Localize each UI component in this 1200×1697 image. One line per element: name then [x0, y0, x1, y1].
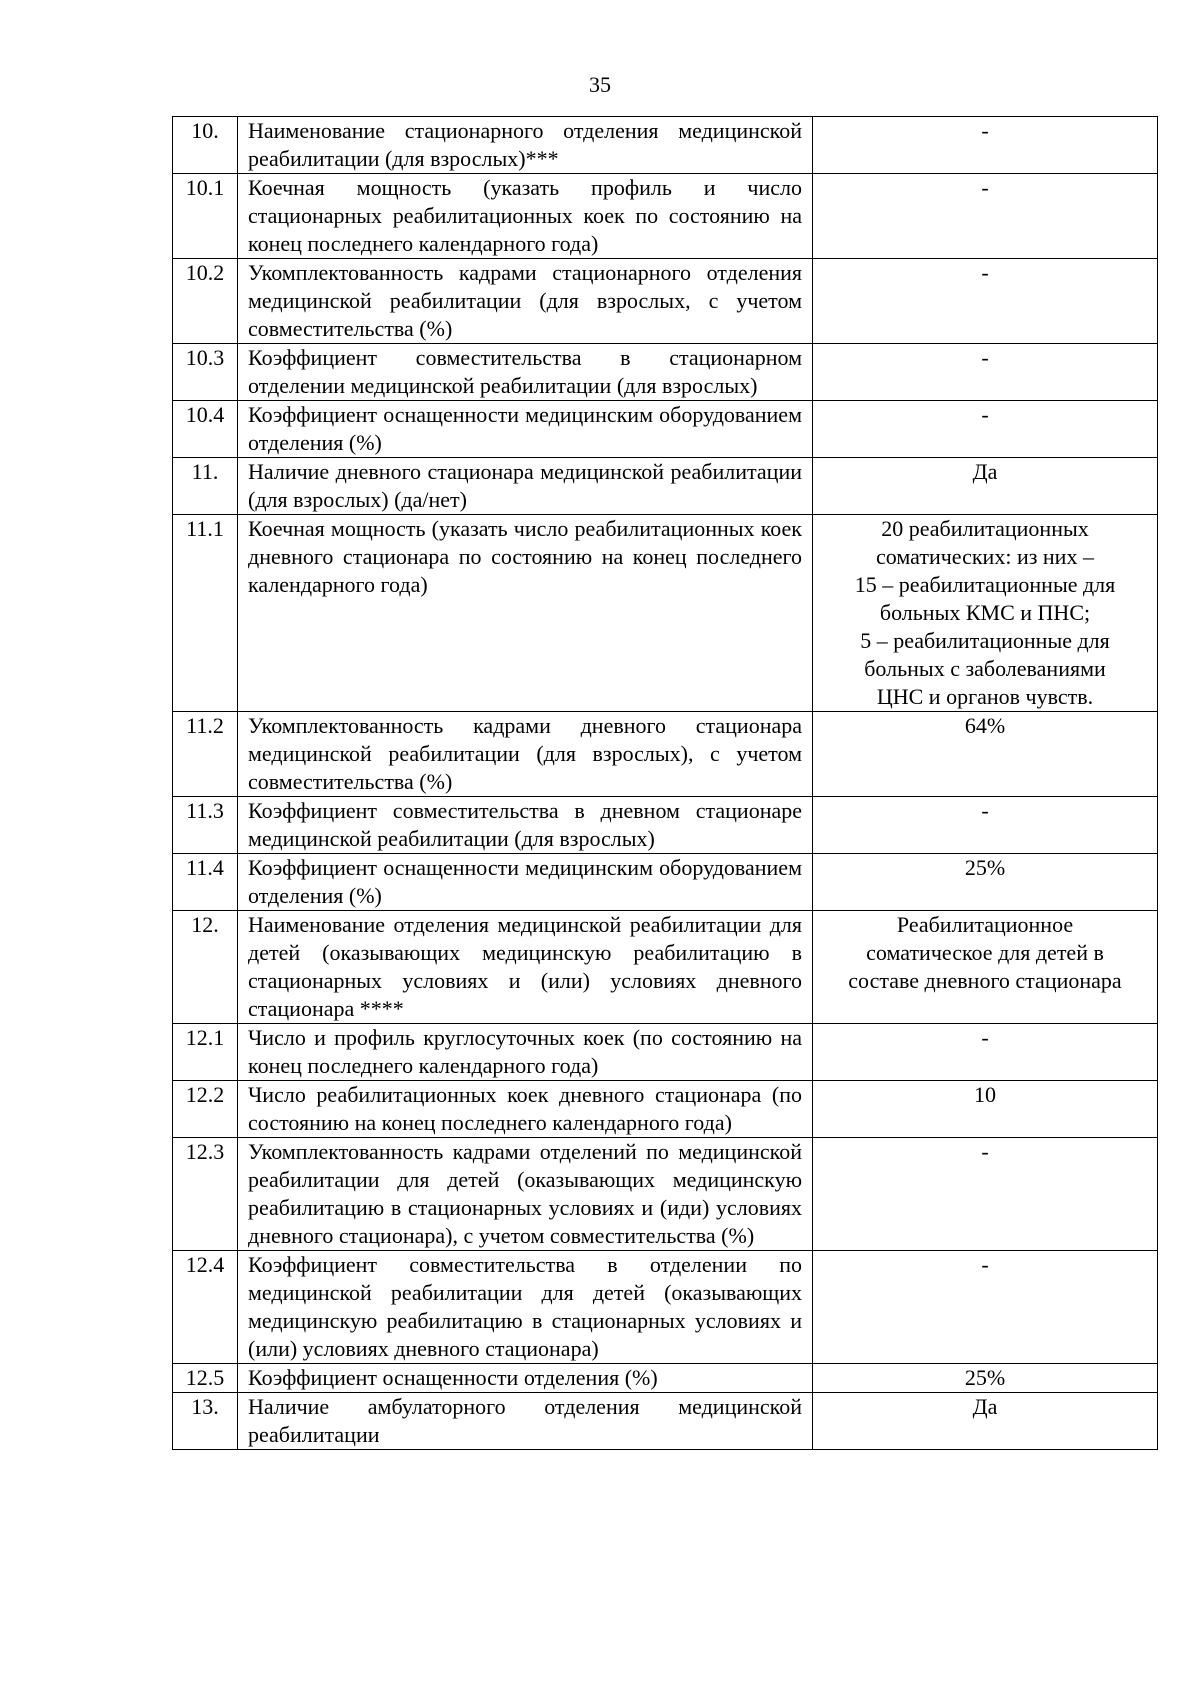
row-number: 12.5: [173, 1364, 238, 1393]
row-value-line: больных КМС и ПНС;: [879, 600, 1091, 625]
row-description: Коэффициент совместительства в стационарном отделении медицинской реабилитации (для взрослых): [238, 344, 813, 401]
page-number: 35: [589, 72, 611, 97]
row-value-line: 5 – реабилитационные для: [860, 628, 1110, 653]
row-value: [813, 1081, 1158, 1138]
table-row: [173, 911, 1158, 1024]
row-number: 11.2: [173, 712, 238, 797]
row-value-line: Да: [972, 1394, 998, 1419]
row-value-line: -: [981, 118, 989, 143]
row-value: [813, 797, 1158, 854]
row-description: Укомплектованность кадрами стационарного отделения медицинской реабилитации (для взрослых, с учетом совместительства (%): [238, 259, 813, 344]
row-description: Коэффициент совместительства в отделении по медицинской реабилитации для детей (оказывающих медицинскую реабилитацию в стационарных условиях и (или) условиях дневного стационара): [238, 1251, 813, 1364]
row-description: Наличие дневного стационара медицинской реабилитации (для взрослых) (да/нет): [238, 458, 813, 515]
row-value-line: 64%: [964, 713, 1006, 738]
row-description: Коечная мощность (указать профиль и число стационарных реабилитационных коек по состоянию на конец последнего календарного года): [238, 174, 813, 259]
row-number: 12.4: [173, 1251, 238, 1364]
row-value: [813, 259, 1158, 344]
table-row: [173, 1393, 1158, 1450]
row-value: [813, 911, 1158, 1024]
row-value-line: -: [981, 1139, 989, 1164]
table-body: [173, 117, 1158, 1450]
table-row: [173, 401, 1158, 458]
row-number: 11.3: [173, 797, 238, 854]
row-value-line: 25%: [964, 1365, 1006, 1390]
table-row: [173, 117, 1158, 174]
row-value: [813, 174, 1158, 259]
row-description: Наименование стационарного отделения медицинской реабилитации (для взрослых)***: [238, 117, 813, 174]
indicators-table: [172, 116, 1158, 1450]
row-description: Коэффициент оснащенности медицинским оборудованием отделения (%): [238, 854, 813, 911]
row-value: [813, 344, 1158, 401]
table-row: [173, 344, 1158, 401]
row-value: [813, 1251, 1158, 1364]
row-value-line: -: [981, 260, 989, 285]
row-description: Коэффициент оснащенности отделения (%): [238, 1364, 813, 1393]
row-description: Коэффициент совместительства в дневном стационаре медицинской реабилитации (для взрослых): [238, 797, 813, 854]
table-row: [173, 854, 1158, 911]
row-value-line: Да: [972, 459, 998, 484]
row-value-line: 20 реабилитационных: [881, 516, 1089, 541]
table-row: [173, 1364, 1158, 1393]
row-description: Укомплектованность кадрами дневного стационара медицинской реабилитации (для взрослых), с учетом совместительства (%): [238, 712, 813, 797]
row-number: 10.: [173, 117, 238, 174]
row-number: 13.: [173, 1393, 238, 1450]
table-row: [173, 1024, 1158, 1081]
row-value: [813, 117, 1158, 174]
table-row: [173, 174, 1158, 259]
row-value: [813, 854, 1158, 911]
row-value-line: ЦНС и органов чувств.: [876, 684, 1094, 709]
row-value-line: составе дневного стационара: [848, 968, 1122, 993]
table-row: [173, 515, 1158, 712]
row-description: Укомплектованность кадрами отделений по медицинской реабилитации для детей (оказывающих медицинскую реабилитацию в стационарных условиях и (иди) условиях дневного стационара), с учетом совместительства (%): [238, 1138, 813, 1251]
table-row: [173, 1138, 1158, 1251]
row-number: 12.3: [173, 1138, 238, 1251]
row-number: 10.1: [173, 174, 238, 259]
row-number: 11.4: [173, 854, 238, 911]
row-value: [813, 401, 1158, 458]
row-value-line: соматических: из них –: [876, 544, 1094, 569]
table-row: [173, 797, 1158, 854]
row-description: Наименование отделения медицинской реабилитации для детей (оказывающих медицинскую реабилитацию в стационарных условиях и (или) условиях дневного стационара ****: [238, 911, 813, 1024]
row-value-line: 25%: [964, 855, 1006, 880]
row-value: [813, 1364, 1158, 1393]
table-row: [173, 259, 1158, 344]
row-value-line: 10: [974, 1082, 996, 1107]
row-number: 12.2: [173, 1081, 238, 1138]
row-value-line: -: [981, 1252, 989, 1277]
row-value: [813, 1393, 1158, 1450]
table-row: [173, 1081, 1158, 1138]
row-value: [813, 515, 1158, 712]
row-number: 10.4: [173, 401, 238, 458]
row-value-line: Реабилитационное: [896, 912, 1074, 937]
row-description: Число и профиль круглосуточных коек (по состоянию на конец последнего календарного года): [238, 1024, 813, 1081]
row-description: Коечная мощность (указать число реабилитационных коек дневного стационара по состоянию на конец последнего календарного года): [238, 515, 813, 712]
row-number: 11.1: [173, 515, 238, 712]
row-value-line: 15 – реабилитационные для: [854, 572, 1116, 597]
table-row: [173, 458, 1158, 515]
row-number: 10.3: [173, 344, 238, 401]
row-value-line: -: [981, 798, 989, 823]
row-value: [813, 712, 1158, 797]
row-value-line: соматическое для детей в: [866, 940, 1104, 965]
row-description: Коэффициент оснащенности медицинским оборудованием отделения (%): [238, 401, 813, 458]
row-number: 12.: [173, 911, 238, 1024]
row-description: Наличие амбулаторного отделения медицинской реабилитации: [238, 1393, 813, 1450]
row-number: 10.2: [173, 259, 238, 344]
row-value: [813, 1138, 1158, 1251]
row-value-line: -: [981, 345, 989, 370]
row-value-line: больных с заболеваниями: [864, 656, 1106, 681]
row-number: 11.: [173, 458, 238, 515]
row-value-line: -: [981, 175, 989, 200]
row-value-line: -: [981, 1025, 989, 1050]
row-value: [813, 458, 1158, 515]
table-row: [173, 1251, 1158, 1364]
row-description: Число реабилитационных коек дневного стационара (по состоянию на конец последнего календарного года): [238, 1081, 813, 1138]
row-number: 12.1: [173, 1024, 238, 1081]
table-row: [173, 712, 1158, 797]
row-value: [813, 1024, 1158, 1081]
row-value-line: -: [981, 402, 989, 427]
